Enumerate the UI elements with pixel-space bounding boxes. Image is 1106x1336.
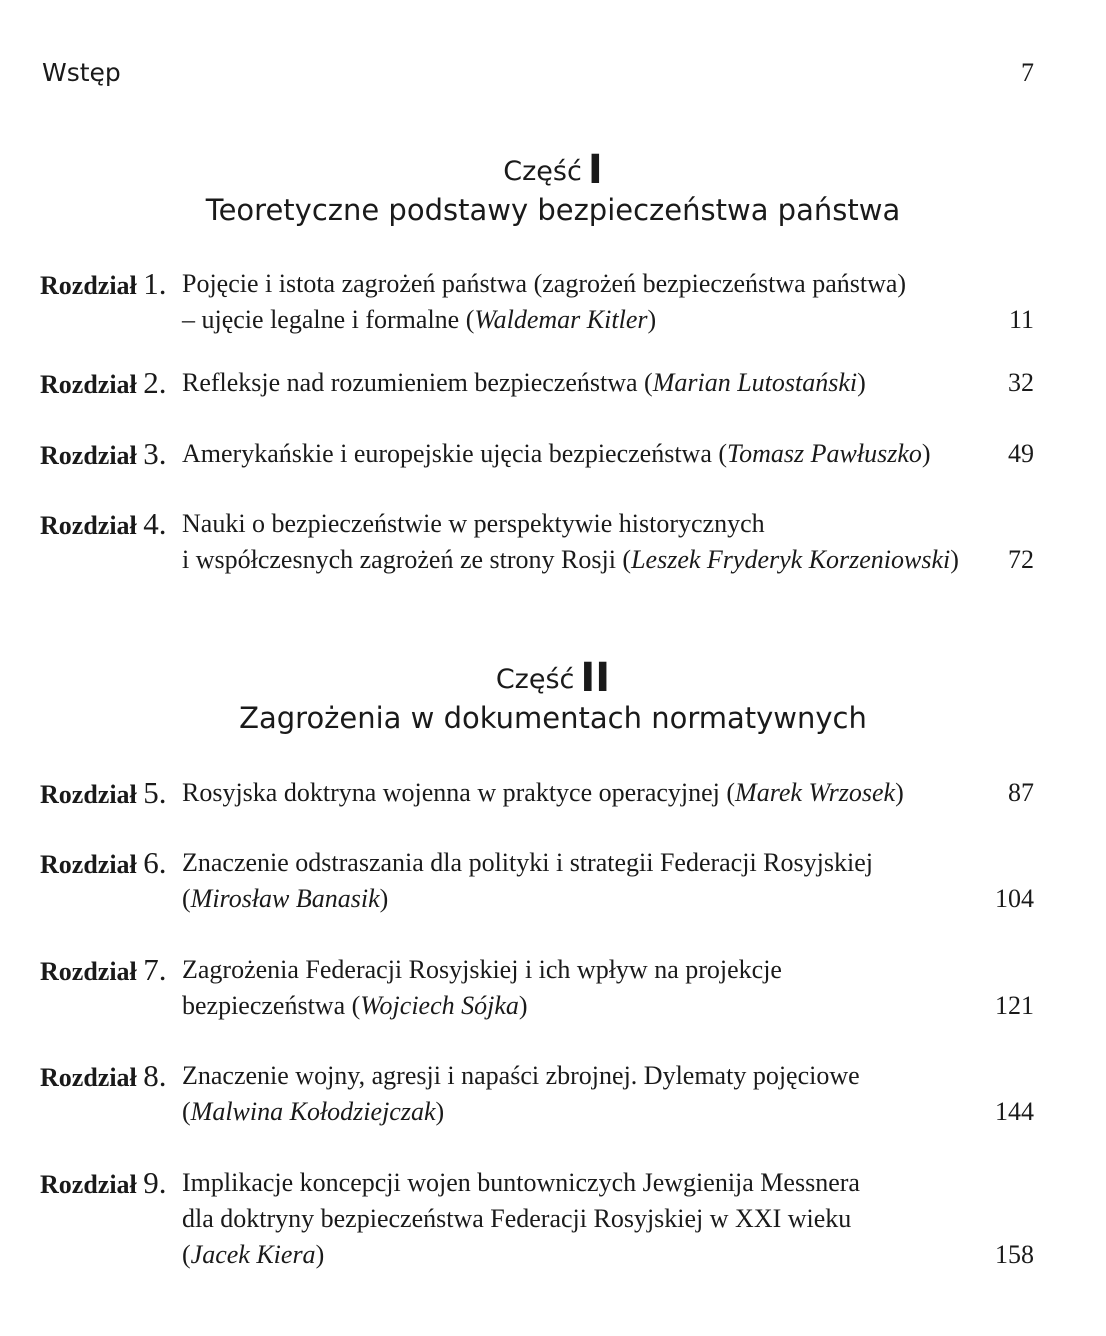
chapter-number: 8.	[143, 1058, 167, 1093]
chapter-title-text: (	[182, 1240, 191, 1269]
chapter-label-word: Rozdział	[40, 271, 137, 300]
chapter-title-line	[182, 952, 974, 988]
chapter-author: Waldemar Kitler	[474, 305, 648, 334]
chapter-number: 9.	[143, 1165, 167, 1200]
chapter-title-line	[182, 845, 974, 881]
chapter-author: Marek Wrzosek	[735, 778, 896, 807]
chapter-title-text: Refleksje nad rozumieniem bezpieczeństwa (	[182, 368, 653, 397]
chapter-title-line	[182, 542, 974, 578]
closing-paren: )	[379, 884, 389, 913]
chapter-label	[40, 775, 167, 813]
chapter-author: Marian Lutostański	[652, 368, 858, 397]
chapter-title-line	[182, 506, 974, 542]
chapter-author: Leszek Fryderyk Korzeniowski	[631, 545, 951, 574]
chapter-label	[40, 1165, 167, 1203]
chapter-author: Malwina Kołodziejczak	[190, 1097, 436, 1126]
chapter-label-word: Rozdział	[40, 957, 137, 986]
chapter-title-text: bezpieczeństwa (	[182, 991, 361, 1020]
chapter-page-number: 32	[1008, 368, 1034, 397]
chapter-title-text: i współczesnych zagrożeń ze strony Rosji (	[182, 545, 632, 574]
chapter-title-text: Nauki o bezpieczeństwie w perspektywie historycznych	[182, 509, 765, 538]
chapter-title	[182, 436, 974, 472]
part-number: II	[580, 655, 611, 701]
chapter-title-text: (	[182, 884, 191, 913]
intro-page-number: 7	[1021, 58, 1034, 87]
chapter-author: Mirosław Banasik	[190, 884, 380, 913]
chapter-title-line	[182, 365, 974, 401]
chapter-label	[40, 1058, 167, 1096]
chapter-title-text: dla doktryny bezpieczeństwa Federacji Rosyjskiej w XXI wieku	[182, 1204, 852, 1233]
chapter-label-word: Rozdział	[40, 1063, 137, 1092]
chapter-label	[40, 436, 167, 474]
chapter-title-line	[182, 1058, 974, 1094]
chapter-title-text: Znaczenie wojny, agresji i napaści zbrojnej. Dylematy pojęciowe	[182, 1061, 860, 1090]
chapter-number: 6.	[143, 845, 167, 880]
chapter-label-word: Rozdział	[40, 780, 137, 809]
chapter-title-line	[182, 436, 974, 472]
chapter-page-number: 11	[1008, 305, 1034, 334]
chapter-number: 5.	[143, 775, 167, 810]
part-heading-2	[0, 655, 1106, 738]
chapter-title-text: Implikacje koncepcji wojen buntowniczych Jewgienija Messnera	[182, 1168, 860, 1197]
chapter-number: 4.	[143, 506, 167, 541]
chapter-title-line	[182, 1237, 974, 1273]
part-title: Teoretyczne podstawy bezpieczeństwa państwa	[205, 193, 901, 227]
chapter-page-number: 72	[1008, 545, 1034, 574]
chapter-entry	[40, 266, 1034, 338]
chapter-label-word: Rozdział	[40, 511, 137, 540]
chapter-title-line	[182, 1201, 974, 1237]
chapter-entry	[40, 436, 1034, 472]
chapter-label	[40, 365, 167, 403]
chapter-entry	[40, 1058, 1034, 1130]
chapter-entry	[40, 845, 1034, 917]
chapter-label	[40, 952, 167, 990]
chapter-author: Tomasz Pawłuszko	[727, 439, 922, 468]
chapter-entry	[40, 365, 1034, 401]
chapter-page-number: 158	[995, 1240, 1034, 1269]
chapter-number: 1.	[143, 266, 167, 301]
chapter-title	[182, 845, 974, 917]
chapter-title-text: Zagrożenia Federacji Rosyjskiej i ich wpływ na projekcje	[182, 955, 782, 984]
chapter-title-line	[182, 266, 974, 302]
chapter-title	[182, 506, 974, 578]
closing-paren: )	[647, 305, 657, 334]
chapter-title-line	[182, 302, 974, 338]
chapter-title-text: Rosyjska doktryna wojenna w praktyce operacyjnej (	[182, 778, 736, 807]
chapter-title-text: (	[182, 1097, 191, 1126]
chapter-title-text: Amerykańskie i europejskie ujęcia bezpieczeństwa (	[182, 439, 728, 468]
closing-paren: )	[857, 368, 866, 397]
chapter-title-line	[182, 1165, 974, 1201]
chapter-title	[182, 1165, 974, 1273]
part-heading-1	[0, 147, 1106, 230]
chapter-entry	[40, 506, 1034, 578]
chapter-label	[40, 845, 167, 883]
chapter-label	[40, 506, 167, 544]
chapter-author: Wojciech Sójka	[360, 991, 519, 1020]
closing-paren: )	[435, 1097, 445, 1126]
chapter-page-number: 104	[995, 884, 1034, 913]
closing-paren: )	[921, 439, 931, 468]
chapter-author: Jacek Kiera	[190, 1240, 316, 1269]
chapter-label-word: Rozdział	[40, 441, 137, 470]
intro-title: Wstęp	[42, 58, 121, 87]
intro-entry	[42, 58, 1034, 87]
chapter-title-line	[182, 1094, 974, 1130]
chapter-title-line	[182, 881, 974, 917]
chapter-title	[182, 365, 974, 401]
closing-paren: )	[315, 1240, 325, 1269]
chapter-title-text: Pojęcie i istota zagrożeń państwa (zagrożeń bezpieczeństwa państwa)	[182, 269, 907, 298]
chapter-entry	[40, 952, 1034, 1024]
chapter-page-number: 87	[1008, 778, 1034, 807]
part-label: Część	[495, 664, 575, 695]
chapter-number: 7.	[143, 952, 167, 987]
chapter-number: 3.	[143, 436, 167, 471]
chapter-entry	[40, 775, 1034, 811]
chapter-page-number: 49	[1008, 439, 1034, 468]
closing-paren: )	[895, 778, 904, 807]
chapter-title	[182, 266, 974, 338]
chapter-title-text: Znaczenie odstraszania dla polityki i strategii Federacji Rosyjskiej	[182, 848, 873, 877]
chapter-title	[182, 1058, 974, 1130]
chapter-label-word: Rozdział	[40, 1170, 137, 1199]
part-number: I	[587, 147, 603, 193]
chapter-title-line	[182, 988, 974, 1024]
chapter-title-line	[182, 775, 974, 811]
chapter-label-word: Rozdział	[40, 850, 137, 879]
part-label: Część	[503, 156, 582, 187]
chapter-title-text: – ujęcie legalne i formalne (	[182, 305, 475, 334]
chapter-label-word: Rozdział	[40, 370, 137, 399]
chapter-title	[182, 952, 974, 1024]
chapter-title	[182, 775, 974, 811]
chapter-label	[40, 266, 167, 304]
chapter-page-number: 121	[995, 991, 1034, 1020]
chapter-entry	[40, 1165, 1034, 1273]
closing-paren: )	[518, 991, 528, 1020]
closing-paren: )	[950, 545, 959, 574]
chapter-number: 2.	[143, 365, 167, 400]
part-title: Zagrożenia w dokumentach normatywnych	[239, 701, 867, 735]
chapter-page-number: 144	[995, 1097, 1034, 1126]
